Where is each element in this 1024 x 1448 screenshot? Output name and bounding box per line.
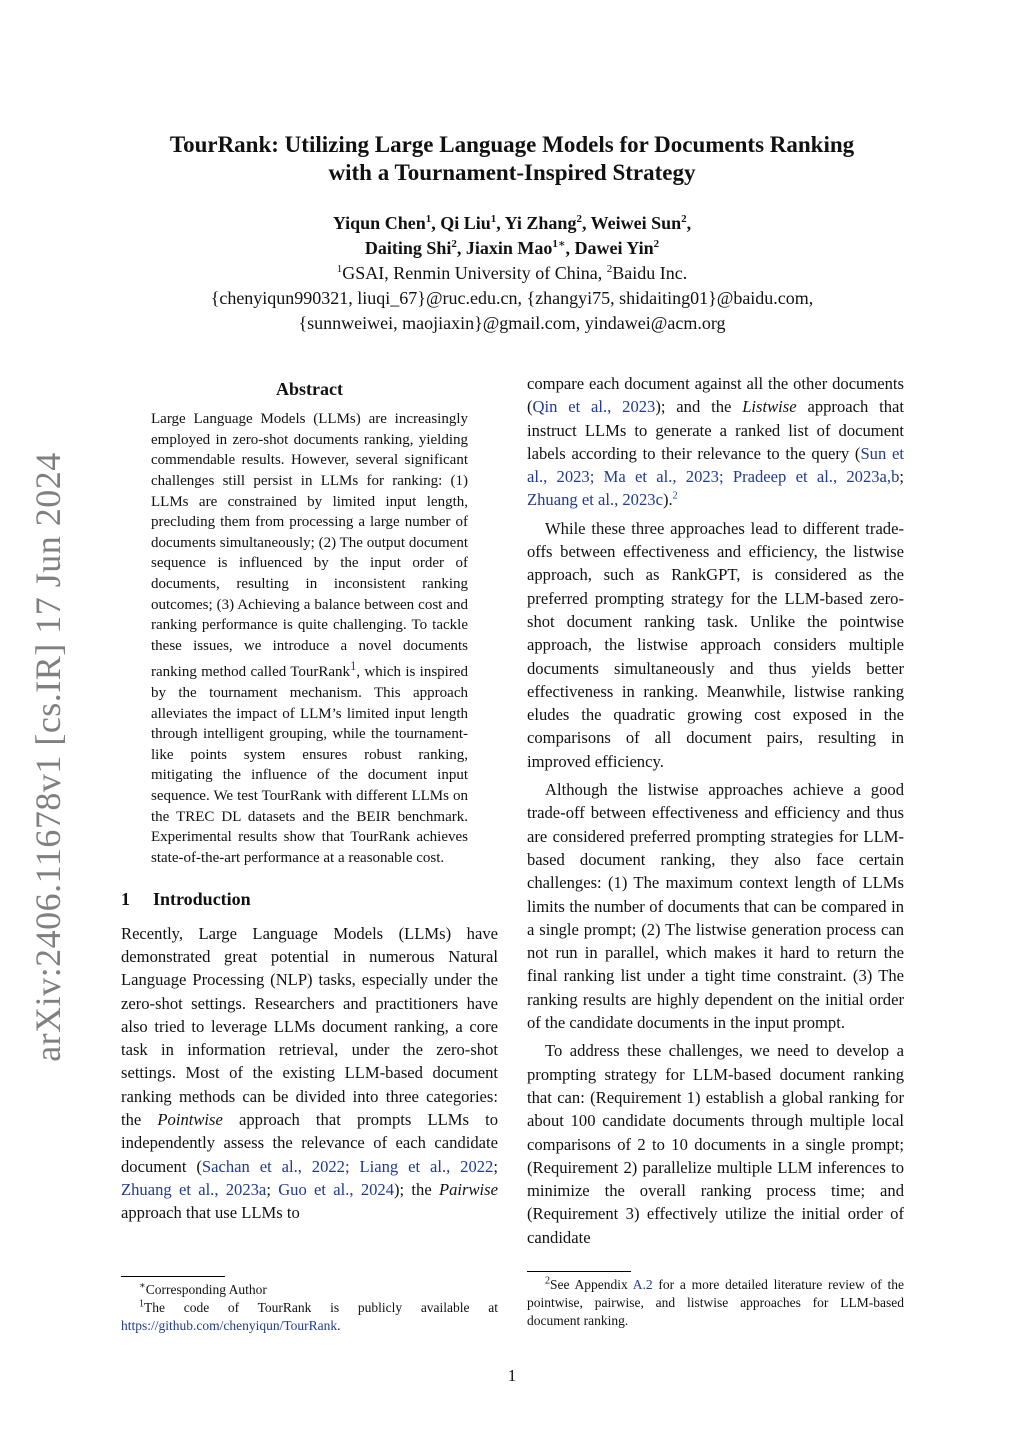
footnote-divider: [527, 1271, 631, 1272]
footnotes-right: [527, 1271, 904, 1330]
author-name: Qi Liu: [440, 213, 491, 233]
abstract-text-part-1: Large Language Models (LLMs) are increasingly employed in zero-shot documents ranking, yielding commendable results. However, several significant challenges still persist in LLMs for ranking: (1) LLMs are constrained by limited input length, precluding them from processing a large number of documents simultaneously; (2) The output document sequence is influenced by the input order of documents, resulting in inconsistent ranking outcomes; (3) Achieving a balance between cost and ranking performance is quite challenging. To tackle these issues, we introduce a novel documents ranking method called TourRank: [151, 411, 468, 681]
affiliation-mark: 2: [606, 263, 613, 275]
right-paragraph-1: [527, 372, 904, 512]
citation-link[interactable]: Sachan et al., 2022; Liang et al., 2022: [201, 1156, 494, 1176]
citation-link[interactable]: Zhuang et al., 2023c: [527, 490, 663, 510]
footnote-mark: 2: [545, 1275, 550, 1287]
left-column: [121, 372, 498, 1225]
author-name: Weiwei Sun: [590, 213, 682, 233]
author-separator: ,: [581, 213, 591, 233]
right-paragraph-4: To address these challenges, we need to develop a prompting strategy for LLM-based document ranking that can: (Requirement 1) establish a global ranking for about 100 candidate documents through multiple local comparisons of 2 to 10 documents in a single prompt; (Requirement 2) parallelize multiple LLM inferences to minimize the overall ranking process time; and (Requirement 3) effectively utilize the initial order of candidate: [527, 1041, 904, 1247]
author-separator: ,: [686, 213, 692, 233]
paragraph-text: ;: [266, 1179, 279, 1199]
emphasis-pointwise: Pointwise: [157, 1110, 223, 1130]
author-name: Yiqun Chen: [332, 213, 426, 233]
github-link[interactable]: https://github.com/chenyiqun/TourRank: [121, 1318, 338, 1333]
paper-title: [112, 131, 912, 187]
citation-link[interactable]: Qin et al., 2023: [532, 397, 656, 417]
paper-title-line-2: with a Tournament-Inspired Strategy: [328, 160, 696, 185]
paragraph-text: ); and the: [655, 397, 743, 417]
paragraph-text: ;: [899, 467, 904, 487]
author-affiliation-mark: 1∗: [552, 238, 566, 250]
author-separator: ,: [496, 213, 505, 233]
author-affiliation-mark: 2: [451, 238, 457, 250]
footnote-text: See Appendix: [550, 1277, 633, 1292]
section-heading-introduction: [121, 888, 498, 911]
arxiv-identifier-text: arXiv:2406.11678v1 [cs.IR] 17 Jun 2024: [28, 452, 68, 1062]
footnote-code-availability: [121, 1299, 498, 1335]
author-affiliation-mark: 2: [681, 213, 687, 225]
abstract-text-part-2: , which is inspired by the tournament mechanism. This approach alleviates the impact of LLM’s limited input length through intelligent grouping, while the tournament-like points system ensures robust ranking, mitigating the influence of the document input sequence. We test TourRank with different LLMs on the TREC DL datasets and the BEIR benchmark. Experimental results show that TourRank achieves state-of-the-art performance at a reasonable cost.: [151, 664, 468, 866]
right-column: [527, 372, 904, 1249]
footnote-divider: [121, 1276, 225, 1277]
author-affiliation-mark: 1: [490, 213, 497, 225]
author-affiliation-mark: 1: [425, 213, 432, 225]
footnote-text: for a more detailed literature review of the pointwise, pairwise, and listwise approaches for LLM-based document ranking.: [527, 1277, 904, 1328]
section-title: Introduction: [153, 889, 251, 910]
emphasis-pairwise: Pairwise: [438, 1179, 498, 1199]
paragraph-text: approach that prompts LLMs to independently assess the relevance of each candidate document (: [121, 1110, 498, 1176]
citation-link[interactable]: Zhuang et al., 2023a: [121, 1179, 267, 1199]
author-affiliation-mark: 2: [653, 238, 660, 250]
right-paragraph-2: While these three approaches lead to different trade-offs between effectiveness and efficiency, the listwise approach, such as RankGPT, is considered as the preferred prompting strategy for the LLM-based zero-shot document ranking task. Unlike the pointwise approach, the listwise approach considers multiple documents simultaneously and thus yields better effectiveness in ranking. Meanwhile, listwise ranking eludes the quadratic growing cost exposed in the comparisons of all document pairs, resulting in improved efficiency.: [527, 518, 904, 771]
footnote-corresponding-author: [121, 1281, 498, 1299]
author-block: [112, 211, 912, 336]
paragraph-text: ).: [662, 490, 673, 510]
paragraph-text: ;: [493, 1156, 498, 1176]
footnote-appendix-reference: [527, 1276, 904, 1330]
emphasis-listwise: Listwise: [742, 397, 797, 417]
author-name: Jiaxin Mao: [465, 238, 553, 258]
paper-title-line-1: TourRank: Utilizing Large Language Models for Documents Ranking: [169, 132, 855, 157]
footnote-mark: ∗: [139, 1280, 146, 1292]
footnote-text: The code of TourRank is publicly available at: [144, 1300, 498, 1315]
author-separator: ,: [456, 238, 466, 258]
email-line-2: {sunnweiwei, maojiaxin}@gmail.com, yindawei@acm.org: [298, 313, 726, 333]
affiliation-text: Baidu Inc.: [612, 263, 688, 283]
paragraph-text: Recently, Large Language Models (LLMs) have demonstrated great potential in numerous Natural Language Processing (NLP) tasks, especially under the zero-shot settings. Researchers and practitioners have also tried to leverage LLMs document ranking, a core task in information retrieval, under the zero-shot settings. Most of the existing LLM-based document ranking methods can be divided into three categories: the: [121, 923, 498, 1130]
abstract-heading: Abstract: [276, 379, 343, 399]
author-name: Daiting Shi: [364, 238, 452, 258]
author-separator: ,: [565, 238, 575, 258]
citation-link[interactable]: Guo et al., 2024: [278, 1179, 395, 1199]
author-names-line-2: [112, 236, 912, 261]
author-separator: ,: [431, 213, 441, 233]
footnote-ref-2-link[interactable]: 2: [672, 490, 678, 502]
paragraph-text: approach that use LLMs to: [121, 1203, 300, 1223]
author-name: Dawei Yin: [574, 238, 654, 258]
appendix-link[interactable]: A.2: [632, 1277, 653, 1292]
footnotes-left: [121, 1276, 498, 1335]
section-number: 1: [121, 889, 130, 910]
affiliation-text: GSAI, Renmin University of China,: [342, 263, 607, 283]
citation-link[interactable]: Sun et al., 2023; Ma et al., 2023; Pradeep et al., 2023a,b: [527, 443, 904, 487]
footnote-text: Corresponding Author: [145, 1282, 267, 1297]
abstract-body: [151, 409, 468, 868]
affiliation-line: [112, 261, 912, 286]
intro-paragraph-1: [121, 922, 498, 1225]
footnote-ref-1-link[interactable]: 1: [350, 659, 357, 674]
paragraph-text: ); the: [394, 1179, 439, 1199]
footnote-text: .: [337, 1318, 341, 1333]
email-line-1: {chenyiqun990321, liuqi_67}@ruc.edu.cn, {zhangyi75, shidaiting01}@baidu.com,: [210, 288, 814, 308]
author-names-line-1: [112, 211, 912, 236]
author-affiliation-mark: 2: [576, 213, 582, 225]
paragraph-text: approach that instruct LLMs to generate a ranked list of document labels according to their relevance to the query (: [527, 397, 904, 463]
footnote-mark: 1: [139, 1298, 144, 1310]
author-name: Yi Zhang: [504, 213, 577, 233]
affiliation-mark: 1: [336, 263, 343, 275]
page-number: 1: [507, 1366, 517, 1385]
right-paragraph-3: Although the listwise approaches achieve a good trade-off between effectiveness and efficiency and thus are considered preferred prompting strategies for LLM-based document ranking, they also face certain challenges: (1) The maximum context length of LLMs limits the number of documents that can be compared in a single prompt; (2) The listwise generation process can not run in parallel, which makes it hard to return the final ranking list under a tight time constraint. (3) The ranking results are highly dependent on the initial order of the candidate documents in the input prompt.: [527, 780, 904, 1033]
paragraph-text: compare each document against all the other documents (: [527, 374, 904, 417]
